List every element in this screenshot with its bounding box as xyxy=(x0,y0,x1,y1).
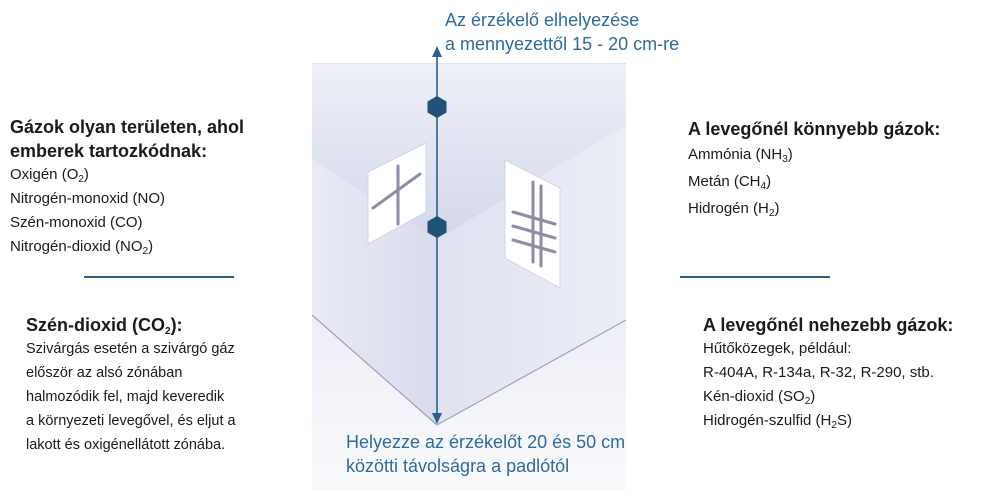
heavier-gases xyxy=(703,313,989,433)
co2-text-line: lakott és oxigénellátott zónába. xyxy=(26,437,226,453)
bottom-placement-note xyxy=(346,430,625,478)
right-divider xyxy=(680,276,830,278)
gas-item: Hidrogén-szulfid $(H_2S)$ xyxy=(703,412,852,431)
top-note-line2: a mennyezettől 15 - 20 cm-re xyxy=(445,34,680,54)
gas-item: Nitrogén-monoxid (NO) xyxy=(10,190,166,207)
occupied-zone-title-line2: emberek tartozkódnak: xyxy=(10,141,208,161)
gas-item: Ammónia $(NH_3)$ xyxy=(688,146,793,165)
occupied-zone-title-line1: Gázok olyan területen, ahol xyxy=(10,117,245,137)
top-note-line1: Az érzékelő elhelyezése xyxy=(445,10,640,30)
co2-text-line: Szivárgás esetén a szivárgó gáz xyxy=(26,341,235,357)
gas-item: Hűtőközegek, például: xyxy=(703,340,852,357)
lighter-gases xyxy=(688,117,988,221)
gas-item: R-404A, R-134a, R-32, R-290, stb. xyxy=(703,364,934,381)
co2-text-line: halmozódik fel, majd keveredik xyxy=(26,389,225,405)
heavier-gases-title: A levegőnél nehezebb gázok: xyxy=(703,315,954,335)
top-placement-note xyxy=(445,8,679,56)
co2-block xyxy=(26,313,316,457)
gas-item: Nitrogén-dioxid $(NO_2)$ xyxy=(10,238,154,257)
gas-item: Oxigén $(O_2)$ xyxy=(10,166,89,185)
co2-text-line: először az alsó zónában xyxy=(26,365,183,381)
co2-text-line: a környezeti levegővel, és eljut a xyxy=(26,413,236,429)
gas-item: Szén-monoxid (CO) xyxy=(10,214,143,231)
gas-item: Kén-dioxid $(SO_2)$ xyxy=(703,388,816,407)
bottom-note-line1: Helyezze az érzékelőt 20 és 50 cm xyxy=(346,432,626,452)
arrow-up-icon xyxy=(432,46,442,57)
gas-item: Hidrogén $(H_2)$ xyxy=(688,200,780,219)
bottom-note-line2: közötti távolságra a padlótól xyxy=(346,456,570,476)
left-divider xyxy=(84,276,234,278)
co2-title: Szén-dioxid $(CO_2)$: xyxy=(26,315,183,337)
occupied-zone-gases xyxy=(10,115,310,259)
lighter-gases-title: A levegőnél könnyebb gázok: xyxy=(688,119,941,139)
gas-item: Metán $(CH_4)$ xyxy=(688,173,772,192)
